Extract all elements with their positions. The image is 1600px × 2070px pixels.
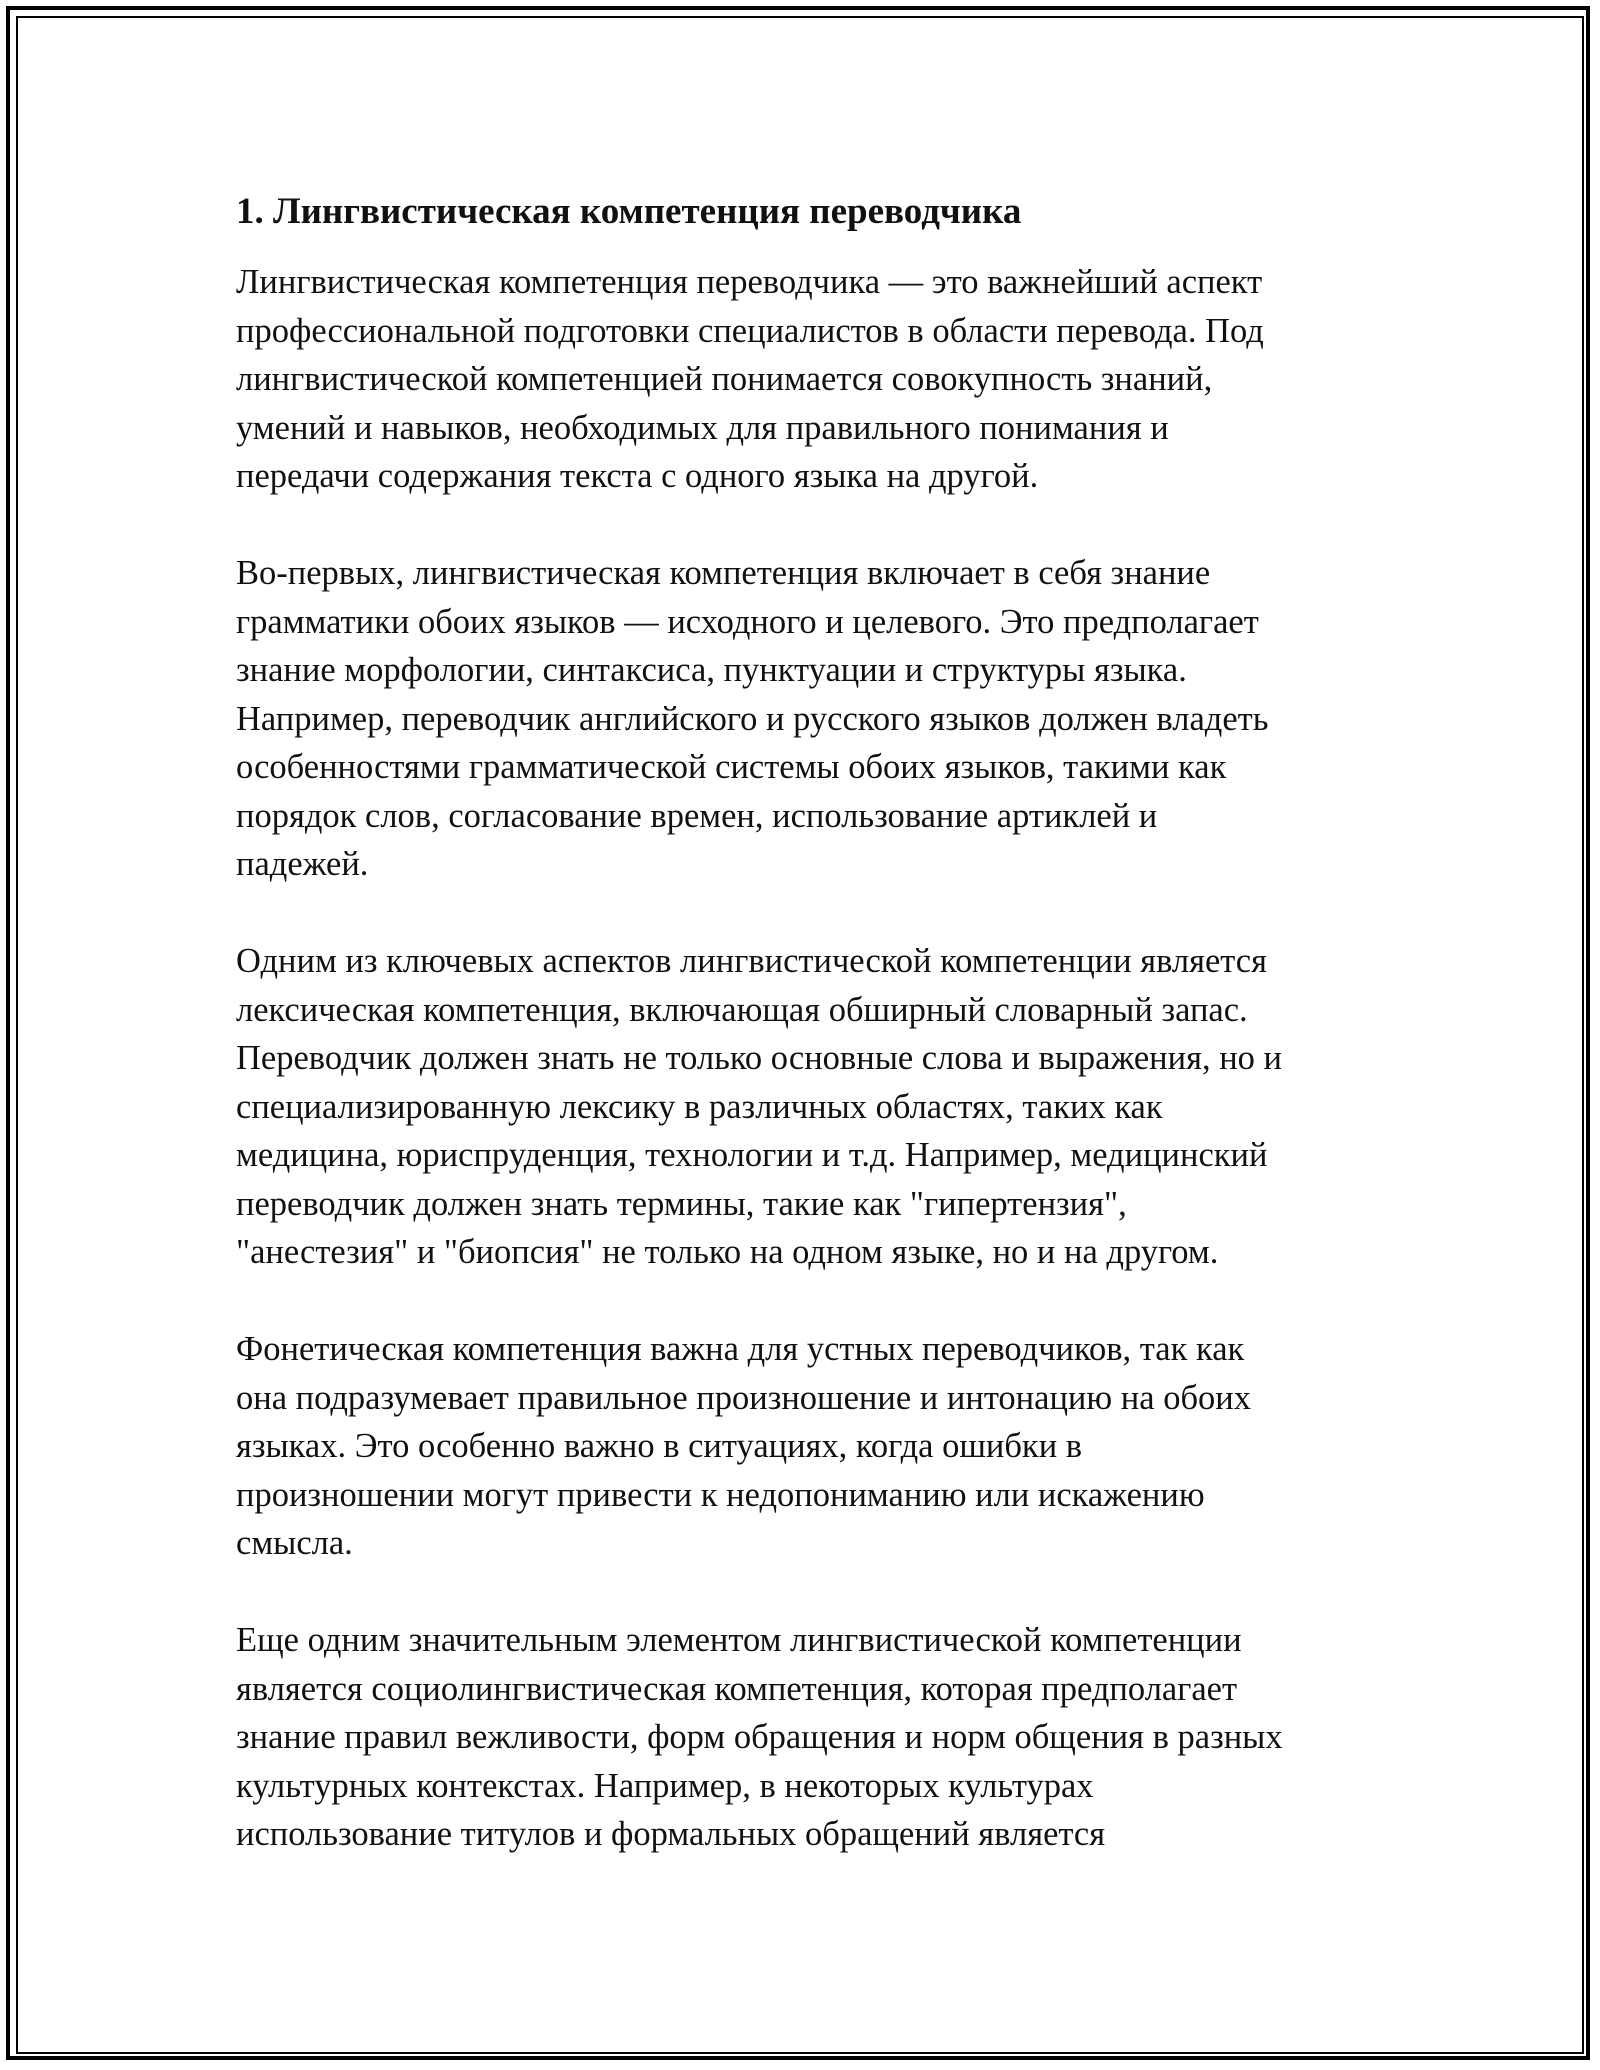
text-line: переводчик должен знать термины, такие как "гипертензия",: [236, 1184, 1127, 1223]
text-line: Одним из ключевых аспектов лингвистической компетенции является: [236, 942, 1267, 980]
text-line: Еще одним значительным элементом лингвистической компетенции: [236, 1621, 1242, 1659]
text-line: использование титулов и формальных обращений является: [236, 1815, 1106, 1853]
text-line: знание правил вежливости, форм обращения и норм общения в разных: [236, 1718, 1283, 1756]
text-line: Переводчик должен знать не только основные слова и выражения, но и: [236, 1039, 1283, 1077]
text-line: Лингвистическая компетенция переводчика — это важнейший аспект: [236, 263, 1263, 301]
text-line: медицина, юриспруденция, технологии и т.д. Например, медицинский: [236, 1136, 1268, 1174]
text-line: падежей.: [236, 845, 369, 883]
text-line: профессиональной подготовки специалистов в области перевода. Под: [236, 311, 1264, 350]
text-line: знание морфологии, синтаксиса, пунктуации и структуры языка.: [236, 651, 1187, 689]
text-line: лексическая компетенция, включающая обширный словарный запас.: [236, 990, 1248, 1029]
text-line: Например, переводчик английского и русского языков должен владеть: [236, 699, 1269, 738]
paragraph-grammar: [236, 549, 1376, 889]
document-page: [236, 188, 1376, 1907]
text-line: грамматики обоих языков — исходного и целевого. Это предполагает: [236, 602, 1259, 641]
text-line: порядок слов, согласование времен, использование артиклей и: [236, 796, 1158, 835]
text-line: специализированную лексику в различных областях, таких как: [236, 1087, 1163, 1126]
paragraph-intro: [236, 258, 1376, 501]
text-line: является социолингвистическая компетенция, которая предполагает: [236, 1669, 1238, 1708]
text-line: лингвистической компетенцией понимается совокупность знаний,: [236, 360, 1213, 398]
text-line: "анестезия" и "биопсия" не только на одном языке, но и на другом.: [236, 1233, 1219, 1271]
text-line: особенностями грамматической системы обоих языков, такими как: [236, 748, 1227, 786]
paragraph-lexical: [236, 937, 1376, 1277]
section-heading: 1. Лингвистическая компетенция переводчика: [236, 191, 1022, 232]
text-line: смысла.: [236, 1524, 353, 1562]
text-line: языках. Это особенно важно в ситуациях, когда ошибки в: [236, 1427, 1083, 1465]
text-line: Во-первых, лингвистическая компетенция включает в себя знание: [236, 554, 1211, 592]
text-line: передачи содержания текста с одного языка на другой.: [236, 457, 1039, 495]
paragraph-sociolinguistic: [236, 1616, 1376, 1859]
text-line: произношении могут привести к недопониманию или искажению: [236, 1475, 1205, 1514]
text-line: культурных контекстах. Например, в некоторых культурах: [236, 1766, 1094, 1805]
text-line: умений и навыков, необходимых для правильного понимания и: [236, 408, 1169, 447]
paragraph-phonetic: [236, 1325, 1376, 1568]
text-line: Фонетическая компетенция важна для устных переводчиков, так как: [236, 1330, 1245, 1368]
text-line: она подразумевает правильное произношение и интонацию на обоих: [236, 1378, 1251, 1417]
